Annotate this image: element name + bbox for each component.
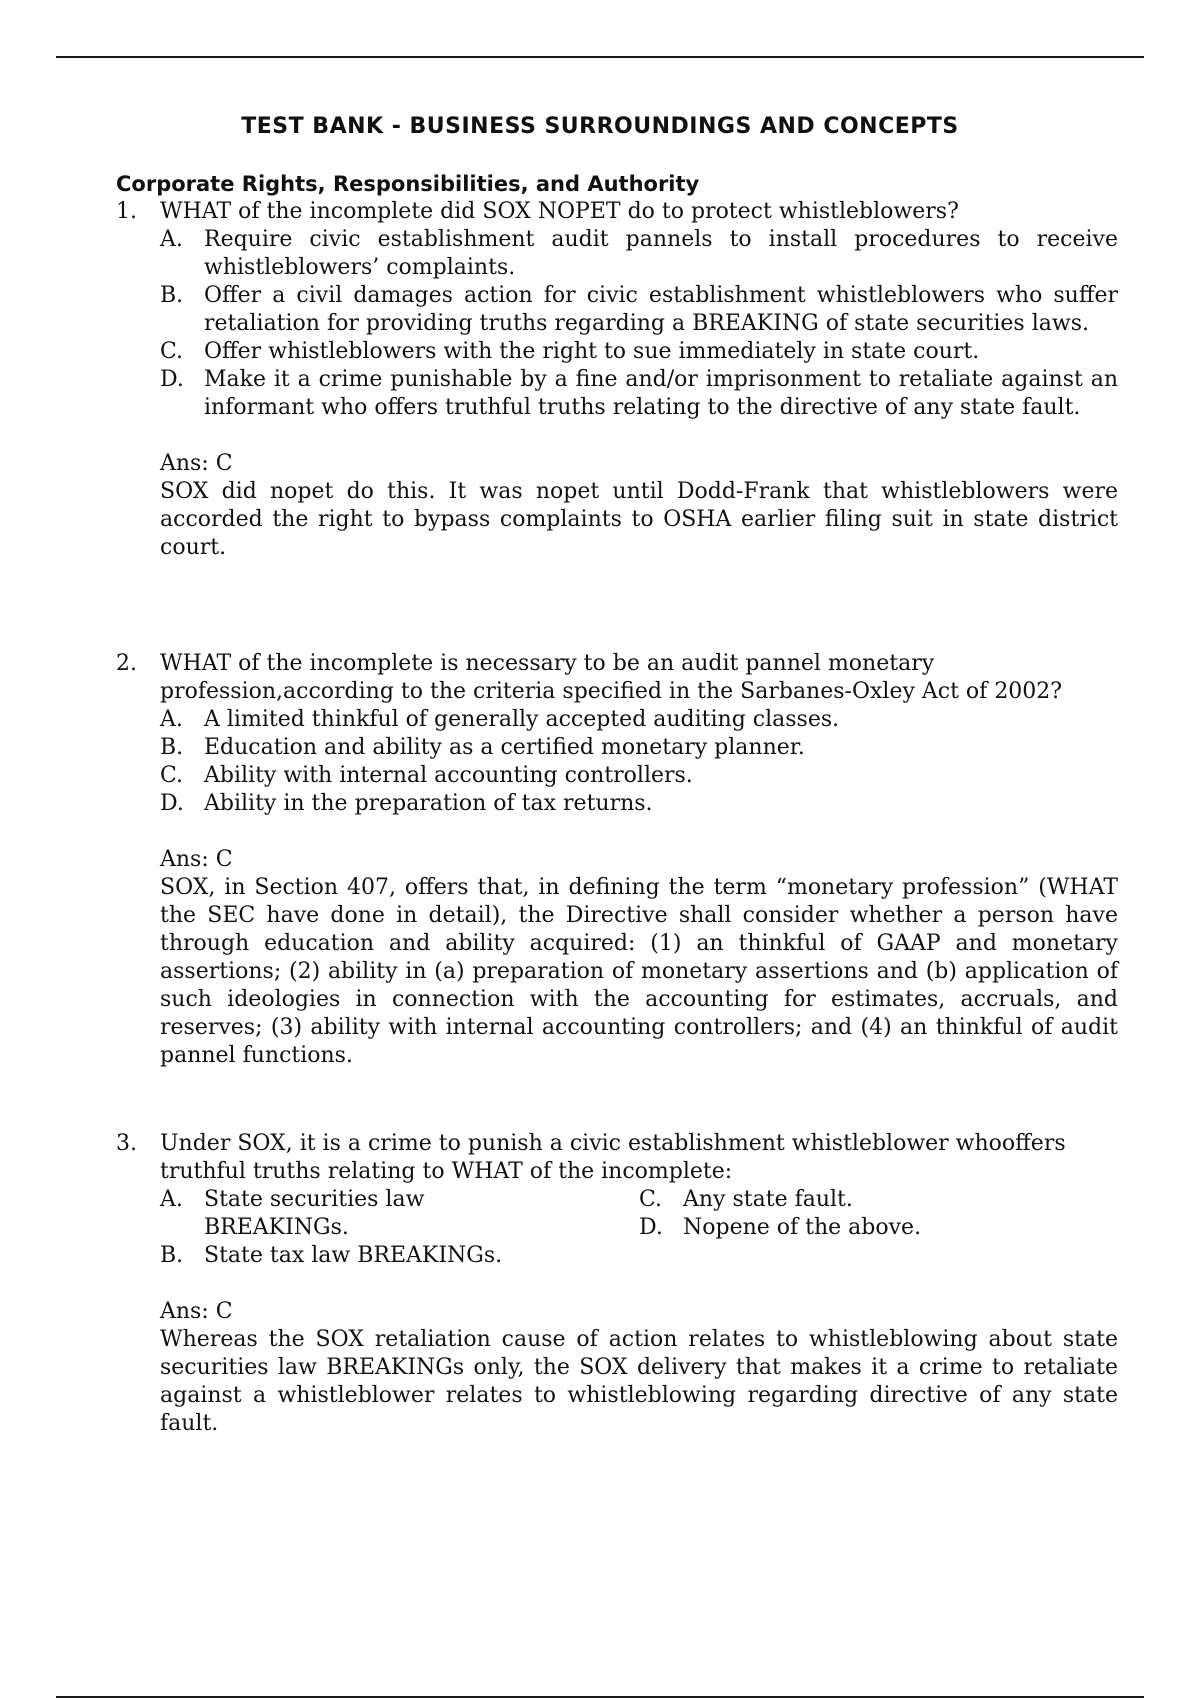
answer-key: Ans: C — [160, 1299, 233, 1324]
question-number: 2. — [116, 651, 137, 676]
question-2 — [116, 650, 1116, 1070]
option-text: Ability with internal accounting controllers. — [204, 763, 693, 788]
answer-explanation: SOX, in Section 407, offers that, in defining the term “monetary profession” (WHAT the SEC have done in detail), the Directive shall consider whether a person have through education and ability acquired: (1) an thinkful of GAAP and monetary assertions; (2) ability in (a) preparation of monetary assertions and (b) application of such ideologies in connection with the accounting for estimates, accruals, and reserves; (3) ability with internal accounting controllers; and (4) an thinkful of audit pannel functions. — [160, 875, 1118, 1068]
option-text: Education and ability as a certified monetary planner. — [204, 735, 805, 760]
question-number: 1. — [116, 199, 137, 224]
option-text: Offer whistleblowers with the right to sue immediately in state court. — [204, 339, 980, 364]
option-d — [160, 366, 1118, 422]
question-stem: WHAT of the incomplete is necessary to be an audit pannel monetary profession,according to the criteria specified in the Sarbanes-Oxley Act of 2002? — [160, 651, 1063, 704]
answer-key: Ans: C — [160, 451, 233, 476]
option-text: State tax law BREAKINGs. — [204, 1243, 503, 1268]
answer-key: Ans: C — [160, 847, 233, 872]
question-stem: WHAT of the incomplete did SOX NOPET do to protect whistleblowers? — [160, 199, 959, 224]
option-letter: B. — [160, 283, 184, 308]
option-letter: A. — [160, 227, 183, 252]
option-a — [160, 226, 1118, 282]
option-text: Nopene of the above. — [683, 1215, 922, 1240]
option-letter: D. — [639, 1215, 663, 1240]
option-letter: B. — [160, 735, 184, 760]
option-list — [160, 226, 1118, 422]
option-c — [160, 762, 1118, 790]
question-1 — [116, 198, 1116, 562]
option-letter: D. — [160, 367, 184, 392]
option-text: Offer a civil damages action for civic establishment whistleblowers who suffer retaliation for providing truths regarding a BREAKING of state securities laws. — [204, 283, 1118, 336]
top-rule — [56, 56, 1144, 58]
option-letter: A. — [160, 1187, 183, 1212]
page-title: TEST BANK - BUSINESS SURROUNDINGS AND CONCEPTS — [241, 114, 959, 139]
answer-block — [160, 450, 1118, 562]
option-letter: C. — [639, 1187, 663, 1212]
question-stem: Under SOX, it is a crime to punish a civic establishment whistleblower whooffers truthful truths relating to WHAT of the incomplete: — [160, 1131, 1066, 1184]
option-text: State securities law BREAKINGs. — [204, 1187, 425, 1240]
option-letter: C. — [160, 339, 184, 364]
option-letter: A. — [160, 707, 183, 732]
option-a — [160, 1186, 564, 1242]
option-column-right — [639, 1186, 1118, 1270]
answer-explanation: Whereas the SOX retaliation cause of action relates to whistleblowing about state securities law BREAKINGs only, the SOX delivery that makes it a crime to retaliate against a whistleblower relates to whistleblowing regarding directive of any state fault. — [160, 1327, 1118, 1436]
option-c — [160, 338, 1118, 366]
option-letter: B. — [160, 1243, 184, 1268]
option-b — [160, 282, 1118, 338]
option-list — [160, 1186, 1118, 1270]
answer-block — [160, 846, 1118, 1070]
option-c — [639, 1186, 1118, 1214]
option-b — [160, 1242, 564, 1270]
option-d — [639, 1214, 1118, 1242]
option-letter: C. — [160, 763, 184, 788]
option-column-left — [160, 1186, 639, 1270]
answer-explanation: SOX did nopet do this. It was nopet until Dodd-Frank that whistleblowers were accorded the right to bypass complaints to OSHA earlier filing suit in state district court. — [160, 479, 1118, 560]
option-text: Require civic establishment audit pannels to install procedures to receive whistleblowers’ complaints. — [204, 227, 1118, 280]
question-number: 3. — [116, 1131, 137, 1156]
option-d — [160, 790, 1118, 818]
question-3 — [116, 1130, 1116, 1438]
option-text: Ability in the preparation of tax returns. — [204, 791, 653, 816]
option-b — [160, 734, 1118, 762]
option-text: Make it a crime punishable by a fine and/or imprisonment to retaliate against an informant who offers truthful truths relating to the directive of any state fault. — [204, 367, 1118, 420]
option-text: A limited thinkful of generally accepted auditing classes. — [204, 707, 840, 732]
option-letter: D. — [160, 791, 184, 816]
section-heading: Corporate Rights, Responsibilities, and Authority — [116, 172, 700, 196]
option-list — [160, 706, 1118, 818]
option-text: Any state fault. — [683, 1187, 853, 1212]
option-a — [160, 706, 1118, 734]
answer-block — [160, 1298, 1118, 1438]
bottom-rule — [56, 1696, 1144, 1698]
